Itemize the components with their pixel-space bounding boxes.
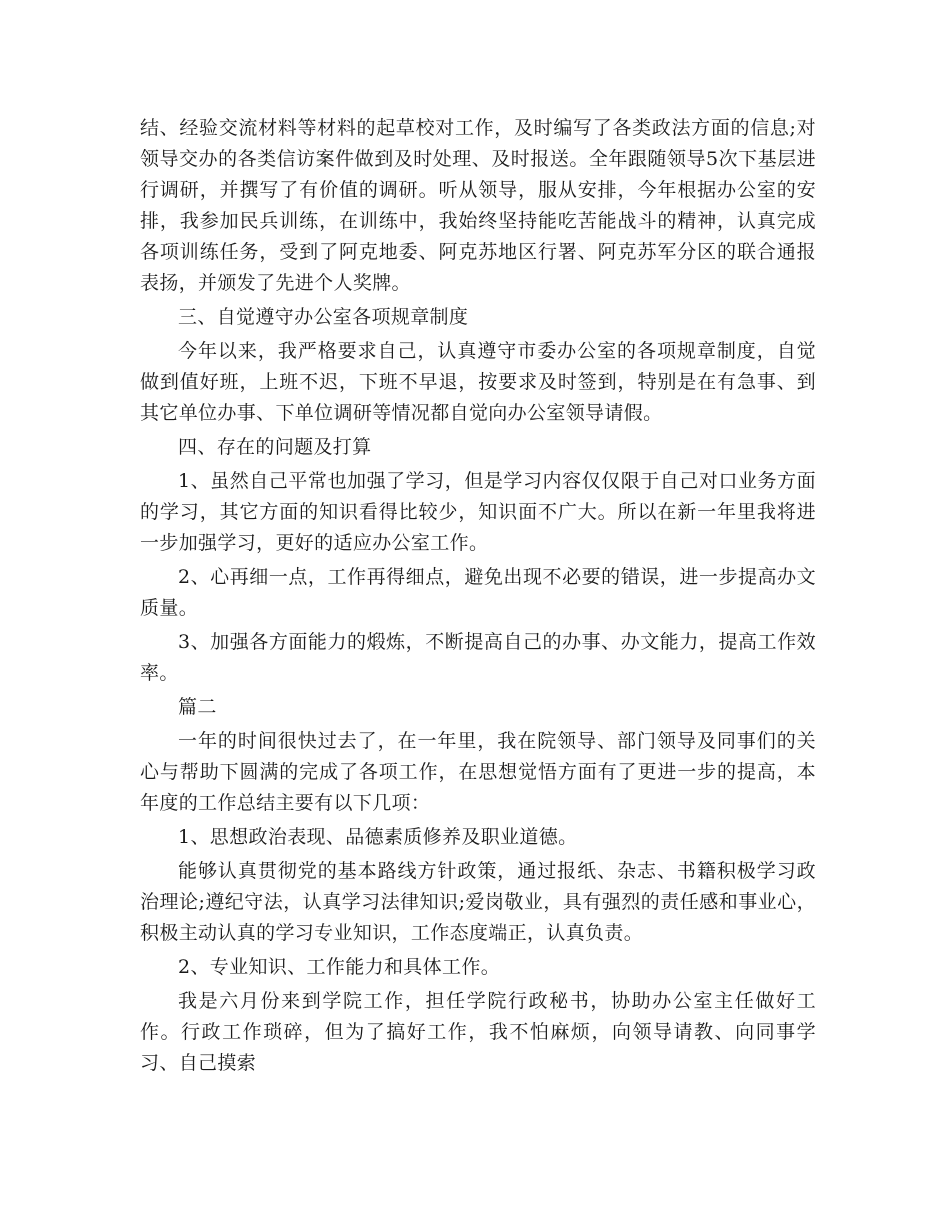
paragraph: 一年的时间很快过去了，在一年里，我在院领导、部门领导及同事们的关心与帮助下圆满的完成了各项工作，在思想觉悟方面有了更进一步的提高，本年度的工作总结主要有以下几项：	[140, 730, 816, 814]
section-heading: 1、思想政治表现、品德素质修养及职业道德。	[178, 826, 578, 848]
paragraph: 能够认真贯彻党的基本路线方针政策，通过报纸、杂志、书籍积极学习政治理论;遵纪守法，认真学习法律知识;爱岗敬业，具有强烈的责任感和事业心，积极主动认真的学习专业知识，工作态度端正，认真负责。	[140, 860, 816, 944]
paragraph: 结、经验交流材料等材料的起草校对工作，及时编写了各类政法方面的信息;对领导交办的各类信访案件做到及时处理、及时报送。全年跟随领导5次下基层进行调研，并撰写了有价值的调研。听从领导，服从安排，今年根据办公室的安排，我参加民兵训练，在训练中，我始终坚持能吃苦能战斗的精神，认真完成各项训练任务，受到了阿克地委、阿克苏地区行署、阿克苏军分区的联合通报表扬，并颁发了先进个人奖牌。	[140, 117, 816, 294]
list-item: 2、心再细一点，工作再得细点，避免出现不必要的错误，进一步提高办文质量。	[140, 566, 816, 619]
list-item: 3、加强各方面能力的煅炼，不断提高自己的办事、办文能力，提高工作效率。	[140, 631, 816, 684]
section-heading: 2、专业知识、工作能力和具体工作。	[178, 956, 501, 978]
list-item: 1、虽然自己平常也加强了学习，但是学习内容仅仅限于自己对口业务方面的学习，其它方面的知识看得比较少，知识面不广大。所以在新一年里我将进一步加强学习，更好的适应办公室工作。	[140, 470, 816, 554]
section-heading: 篇二	[178, 696, 217, 718]
document-body	[140, 113, 816, 1082]
section-heading: 四、存在的问题及打算	[178, 436, 372, 458]
section-heading: 三、自觉遵守办公室各项规章制度	[178, 306, 469, 328]
paragraph: 今年以来，我严格要求自己，认真遵守市委办公室的各项规章制度，自觉做到值好班，上班不迟，下班不早退，按要求及时签到，特别是在有急事、到其它单位办事、下单位调研等情况都自觉向办公室领导请假。	[140, 340, 816, 424]
paragraph: 我是六月份来到学院工作，担任学院行政秘书，协助办公室主任做好工作。行政工作琐碎，但为了搞好工作，我不怕麻烦，向领导请教、向同事学习、自己摸索	[140, 990, 816, 1074]
